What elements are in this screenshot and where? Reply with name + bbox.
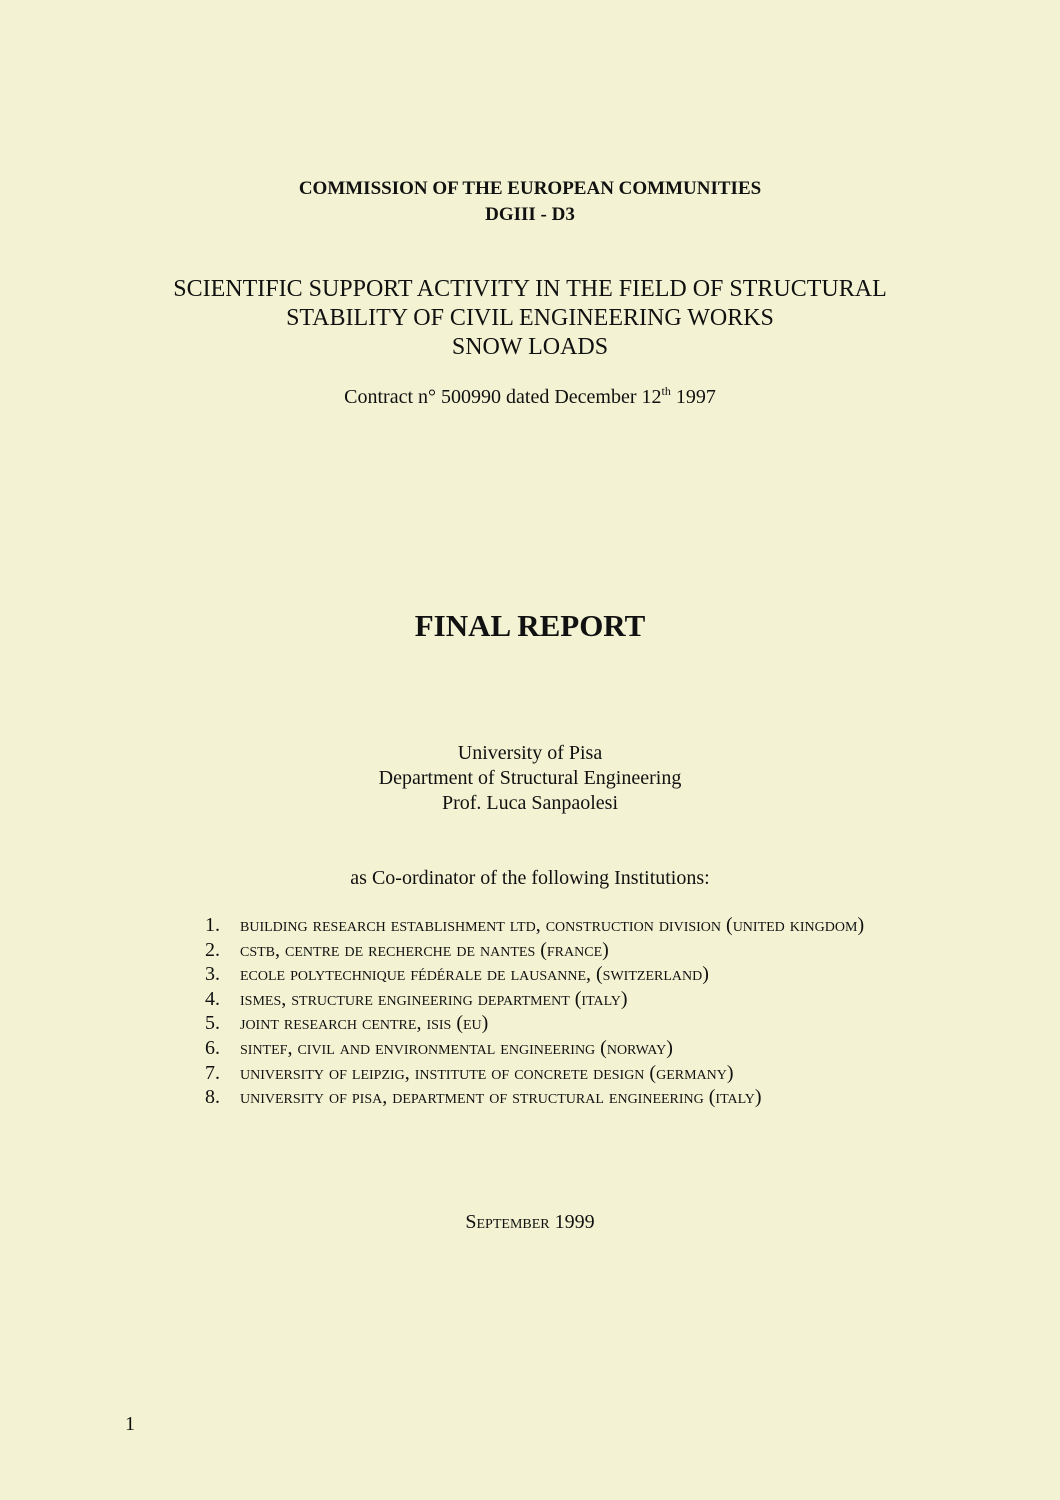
report-title: FINAL REPORT [414,608,646,643]
list-item [205,913,905,938]
list-item [205,938,905,963]
department-name: Department of Structural Engineering [378,767,682,789]
report-date: September 1999 [465,1211,595,1233]
contract-text: Contract n° 500990 dated December 12 [344,386,662,408]
project-title [0,275,1060,362]
contract-date-suffix: th [661,384,671,398]
list-item-text: ismes, structure engineering department (italy) [240,987,628,1010]
list-item-number: 8. [205,1086,220,1109]
list-item-text: ecole polytechnique fédérale de lausanne, (switzerland) [240,963,709,986]
list-item [205,962,905,987]
list-item [205,1085,905,1110]
list-item [205,1011,905,1036]
commission-header [0,176,1060,228]
contract-line [0,383,1060,411]
university-name: University of Pisa [457,742,603,764]
project-title-line-3: SNOW LOADS [451,334,609,360]
list-item-number: 1. [205,914,220,936]
professor-name: Prof. Luca Sanpaolesi [441,792,619,814]
contract-year: 1997 [670,386,716,408]
institutions-list [205,913,905,1110]
list-item-number: 5. [205,1012,220,1035]
list-item-number: 4. [205,987,220,1010]
page-number: 1 [125,1413,135,1435]
list-item-number: 7. [205,1061,220,1084]
list-item [205,1061,905,1086]
list-item-number: 3. [205,963,220,986]
list-item-number: 6. [205,1036,220,1059]
list-item-text: cstb, centre de recherche de nantes (france) [240,938,609,961]
list-item-text: university of leipzig, institute of concrete design (germany) [240,1061,734,1084]
list-item-number: 2. [205,938,220,961]
author-block [0,741,1060,816]
list-item-text: sintef, civil and environmental engineering (norway) [240,1036,673,1059]
project-title-line-1: SCIENTIFIC SUPPORT ACTIVITY IN THE FIELD OF STRUCTURAL [173,276,887,302]
directorate-code: DGIII - D3 [485,204,575,225]
list-item [205,1036,905,1061]
commission-name: COMMISSION OF THE EUROPEAN COMMUNITIES [298,178,762,199]
list-item-text: building research establishment ltd, construction division (united kingdom) [240,914,865,936]
coordinator-statement: as Co-ordinator of the following Institutions: [350,867,710,889]
list-item-text: joint research centre, isis (eu) [240,1012,489,1035]
list-item-text: university of pisa, department of structural engineering (italy) [240,1086,762,1109]
project-title-line-2: STABILITY OF CIVIL ENGINEERING WORKS [286,305,774,331]
list-item [205,987,905,1012]
